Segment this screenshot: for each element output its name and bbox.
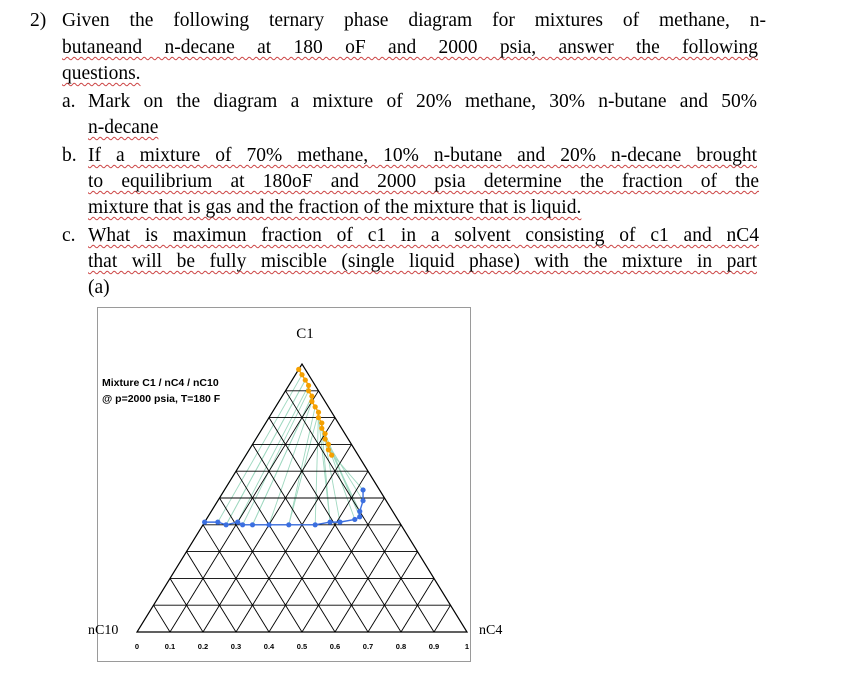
x-tick-label: 1 [464, 642, 470, 651]
part-b-label: b. [62, 145, 77, 166]
dew-point [329, 453, 334, 458]
dew-point [323, 436, 328, 441]
dew-point [326, 442, 331, 447]
dew-point [319, 420, 324, 425]
bubble-point [360, 498, 365, 503]
part-b-line-1: If a mixture of 70% methane, 10% n-butane and 20% n-decane brought [88, 145, 757, 166]
bubble-point [240, 522, 245, 527]
dew-point [303, 377, 308, 382]
x-tick-label: 0.7 [362, 642, 374, 651]
part-c-line-3: (a) [88, 277, 110, 298]
bubble-point [202, 520, 207, 525]
part-a-line-1: Mark on the diagram a mixture of 20% methane, 30% n-butane and 50% [88, 91, 757, 112]
bubble-point [327, 520, 332, 525]
question-number: 2) [30, 10, 47, 31]
apex-label-c1: C1 [296, 326, 314, 342]
ternary-phase-diagram [88, 307, 503, 662]
part-b-line-3: mixture that is gas and the fraction of the mixture that is liquid. [88, 197, 582, 218]
dew-point [306, 383, 311, 388]
intro-line-3: questions. [62, 63, 141, 84]
bubble-point [357, 514, 362, 519]
dew-point [323, 431, 328, 436]
apex-label-nc10: nC10 [88, 623, 119, 638]
part-c-line-2: that will be fully miscible (single liquid phase) with the mixture in part [88, 251, 757, 272]
dew-point [319, 426, 324, 431]
part-b-line-2: to equilibrium at 180oF and 2000 psia determine the fraction of the [88, 171, 759, 192]
part-a-line-2: n-decane [88, 117, 159, 138]
apex-label-nc4: nC4 [479, 623, 503, 638]
x-tick-label: 0.9 [428, 642, 440, 651]
part-c-line-1: What is maximun fraction of c1 in a solvent consisting of c1 and nC4 [88, 225, 759, 246]
dew-point [316, 410, 321, 415]
x-tick-label: 0.4 [263, 642, 275, 651]
x-tick-label: 0.8 [395, 642, 407, 651]
bubble-point [313, 522, 318, 527]
bubble-point [224, 522, 229, 527]
bubble-point [286, 522, 291, 527]
bubble-point [215, 520, 220, 525]
x-tick-label: 0.5 [296, 642, 308, 651]
chart-title-line-2: @ p=2000 psia, T=180 F [102, 393, 221, 405]
dew-point [306, 388, 311, 393]
x-tick-label: 0.3 [230, 642, 242, 651]
part-c-label: c. [62, 225, 76, 246]
bubble-point [337, 520, 342, 525]
dew-point [326, 447, 331, 452]
dew-point [309, 394, 314, 399]
part-a-label: a. [62, 91, 76, 112]
dew-point [316, 415, 321, 420]
bubble-point [357, 509, 362, 514]
dew-point [296, 367, 301, 372]
bubble-point [360, 487, 365, 492]
intro-line-1: Given the following ternary phase diagram for mixtures of methane, n- [62, 10, 766, 31]
bubble-point [250, 522, 255, 527]
dew-point [309, 399, 314, 404]
bubble-point [235, 520, 240, 525]
dew-point [313, 404, 318, 409]
x-tick-label: 0.6 [329, 642, 341, 651]
x-tick-label: 0.1 [164, 642, 176, 651]
intro-line-2: butaneand n-decane at 180 oF and 2000 psia, answer the following [62, 37, 758, 58]
x-tick-label: 0 [134, 642, 140, 651]
dew-point [299, 372, 304, 377]
x-tick-label: 0.2 [197, 642, 209, 651]
bubble-point [352, 517, 357, 522]
chart-title-line-1: Mixture C1 / nC4 / nC10 [102, 377, 219, 389]
bubble-point [266, 522, 271, 527]
ternary-chart-svg [88, 307, 503, 662]
